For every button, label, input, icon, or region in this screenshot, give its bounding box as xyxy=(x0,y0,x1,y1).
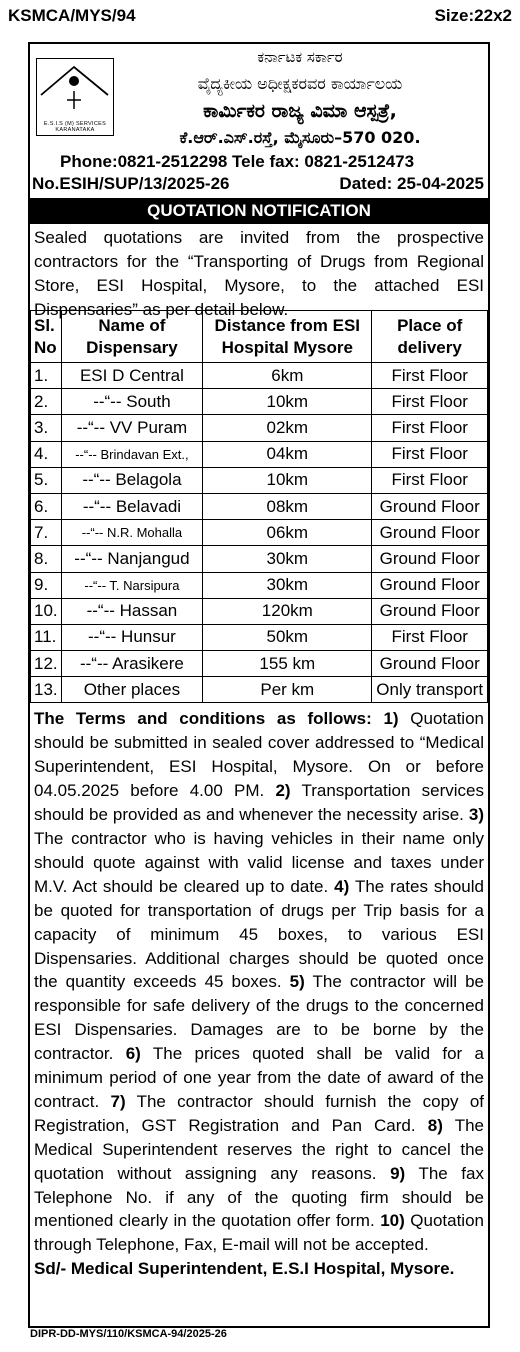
row-place: Ground Floor xyxy=(372,546,488,572)
logo-caption: E.S.I.S (M) SERVICES KARANATAKA xyxy=(43,121,107,133)
hospital-address: ಕೆ.ಆರ್.ಎಸ್.ರಸ್ತೆ, ಮೈಸೂರು–570 020. xyxy=(179,128,421,147)
row-distance: 30km xyxy=(203,546,372,572)
term-number: 5) xyxy=(289,972,305,992)
signature-line: Sd/- Medical Superintendent, E.S.I Hospital, Mysore. xyxy=(34,1259,455,1279)
row-sl-no: 5. xyxy=(31,467,62,493)
phone-line: Phone:0821-2512298 Tele fax: 0821-2512473 xyxy=(60,152,415,171)
row-distance: 10km xyxy=(203,389,372,415)
terms-paragraph xyxy=(30,703,488,1257)
row-distance: 10km xyxy=(203,467,372,493)
row-sl-no: 9. xyxy=(31,572,62,598)
notice-number: No.ESIH/SUP/13/2025-26 xyxy=(32,174,230,193)
table-row xyxy=(31,520,488,546)
govt-name: ಕರ್ನಾಟಕ ಸರ್ಕಾರ xyxy=(257,48,343,66)
notice-date: Dated: 25-04-2025 xyxy=(339,174,484,193)
term-number: 4) xyxy=(334,876,350,896)
table-row xyxy=(31,415,488,441)
row-place: First Floor xyxy=(372,467,488,493)
term-number: 8) xyxy=(427,1115,443,1135)
dipr-code: DIPR-DD-MYS/110/KSMCA-94/2025-26 xyxy=(30,1328,227,1340)
term-text: The fax Telephone No. if any of the quoting firm should be mentioned clearly in the quotation offer form. xyxy=(34,1163,484,1231)
table-row xyxy=(31,598,488,624)
terms-heading: The Terms and conditions as follows: xyxy=(34,709,372,729)
row-sl-no: 2. xyxy=(31,389,62,415)
row-sl-no: 4. xyxy=(31,441,62,467)
row-dispensary: --“-- Nanjangud xyxy=(61,546,203,572)
term-number: 9) xyxy=(390,1163,406,1183)
row-distance: 02km xyxy=(203,415,372,441)
row-dispensary: --“-- T. Narsipura xyxy=(61,572,203,598)
term-text: The Medical Superintendent reserves the right to cancel the quotation without assigning any reasons. xyxy=(34,1115,484,1183)
office-name: ವೈದ್ಯಕೀಯ ಅಧೀಕ್ಷಕರವರ ಕಾರ್ಯಾಲಯ xyxy=(197,74,403,93)
row-distance: 08km xyxy=(203,493,372,519)
row-dispensary: ESI D Central xyxy=(61,363,203,389)
row-dispensary: Other places xyxy=(61,677,203,703)
col-header-name: Name of Dispensary xyxy=(61,311,203,363)
table-header-row xyxy=(31,311,488,363)
row-dispensary: --“-- Brindavan Ext., xyxy=(61,441,203,467)
table-row xyxy=(31,677,488,703)
row-distance: 155 km xyxy=(203,651,372,677)
row-dispensary: --“-- Belagola xyxy=(61,467,203,493)
notice-title: QUOTATION NOTIFICATION xyxy=(30,198,488,224)
row-sl-no: 8. xyxy=(31,546,62,572)
row-dispensary: --“-- South xyxy=(61,389,203,415)
row-sl-no: 6. xyxy=(31,493,62,519)
row-place: Ground Floor xyxy=(372,598,488,624)
term-text: The prices quoted shall be valid for a minimum period of one year from the date of award of the contract. xyxy=(34,1044,484,1111)
row-dispensary: --“-- VV Puram xyxy=(61,415,203,441)
row-dispensary: --“-- Arasikere xyxy=(61,651,203,677)
row-dispensary: --“-- Hunsur xyxy=(61,624,203,650)
row-place: First Floor xyxy=(372,441,488,467)
term-number: 7) xyxy=(110,1091,126,1111)
term-text: The contractor will be responsible for safe delivery of the drugs to the concerned ESI Dispensaries. Damages are to be borne by the contractor. xyxy=(34,972,484,1064)
row-place: First Floor xyxy=(372,415,488,441)
table-row xyxy=(31,572,488,598)
term-text: Transportation services should be provided as and whenever the necessity arise. xyxy=(34,781,485,825)
row-place: Ground Floor xyxy=(372,520,488,546)
term-number: 10) xyxy=(380,1211,405,1231)
row-sl-no: 10. xyxy=(31,598,62,624)
term-text: The contractor who is having vehicles in their name only should quote against with valid license and taxes under M.V. Act should be cleared up to date. xyxy=(34,828,484,896)
intro-paragraph: Sealed quotations are invited from the prospective contractors for the “Transporting of Drugs from Regional Store, ESI Hospital, Mysore, to the attached ESI Dispensaries” as per detail below. xyxy=(34,228,484,319)
col-header-place: Place of delivery xyxy=(372,311,488,363)
term-text: Quotation through Telephone, Fax, E-mail will not be accepted. xyxy=(34,1211,484,1255)
term-number: 1) xyxy=(383,709,399,729)
table-row xyxy=(31,363,488,389)
term-number: 3) xyxy=(468,805,484,825)
ad-size: Size:22x2 xyxy=(434,6,512,25)
row-distance: 04km xyxy=(203,441,372,467)
col-header-sl: Sl. No xyxy=(31,311,62,363)
col-header-distance: Distance from ESI Hospital Mysore xyxy=(203,311,372,363)
row-sl-no: 3. xyxy=(31,415,62,441)
row-distance: 6km xyxy=(203,363,372,389)
row-place: First Floor xyxy=(372,389,488,415)
esi-emblem-icon xyxy=(37,59,112,119)
row-sl-no: 7. xyxy=(31,520,62,546)
notice-header xyxy=(30,44,488,198)
row-dispensary: --“-- Hassan xyxy=(61,598,203,624)
row-distance: 50km xyxy=(203,624,372,650)
dispensary-table xyxy=(30,310,488,703)
row-sl-no: 1. xyxy=(31,363,62,389)
row-dispensary: --“-- Belavadi xyxy=(61,493,203,519)
table-row xyxy=(31,493,488,519)
table-row xyxy=(31,651,488,677)
table-row xyxy=(31,624,488,650)
row-place: Ground Floor xyxy=(372,651,488,677)
table-row xyxy=(31,441,488,467)
row-distance: Per km xyxy=(203,677,372,703)
table-row xyxy=(31,389,488,415)
row-sl-no: 13. xyxy=(31,677,62,703)
table-row xyxy=(31,467,488,493)
row-sl-no: 11. xyxy=(31,624,62,650)
row-place: First Floor xyxy=(372,624,488,650)
term-text: The rates should be quoted for transportation of drugs per Trip basis for a capacity of minimum 45 boxes, to various ESI Dispensaries. Additional charges should be quoted once the quantity exceeds 45 boxes. xyxy=(34,876,484,992)
row-place: Ground Floor xyxy=(372,572,488,598)
row-distance: 06km xyxy=(203,520,372,546)
table-row xyxy=(31,546,488,572)
row-place: Ground Floor xyxy=(372,493,488,519)
term-text: Quotation should be submitted in sealed cover addressed to “Medical Superintendent, ESI Hospital, Mysore. On or before 04.05.2025 before 4.00 PM. xyxy=(34,709,484,801)
row-dispensary: --“-- N.R. Mohalla xyxy=(61,520,203,546)
hospital-name: ಕಾರ್ಮಿಕರ ರಾಜ್ಯ ವಿಮಾ ಆಸ್ಪತ್ರೆ, xyxy=(203,100,397,122)
row-distance: 30km xyxy=(203,572,372,598)
row-place: Only transport xyxy=(372,677,488,703)
row-sl-no: 12. xyxy=(31,651,62,677)
notice-frame xyxy=(28,42,490,1328)
term-number: 2) xyxy=(275,781,291,801)
esi-logo xyxy=(36,58,114,136)
row-distance: 120km xyxy=(203,598,372,624)
term-text: The contractor should furnish the copy of Registration, GST Registration and Pan Card. xyxy=(34,1091,484,1135)
term-number: 6) xyxy=(125,1044,141,1064)
ad-reference: KSMCA/MYS/94 xyxy=(8,6,136,25)
row-place: First Floor xyxy=(372,363,488,389)
